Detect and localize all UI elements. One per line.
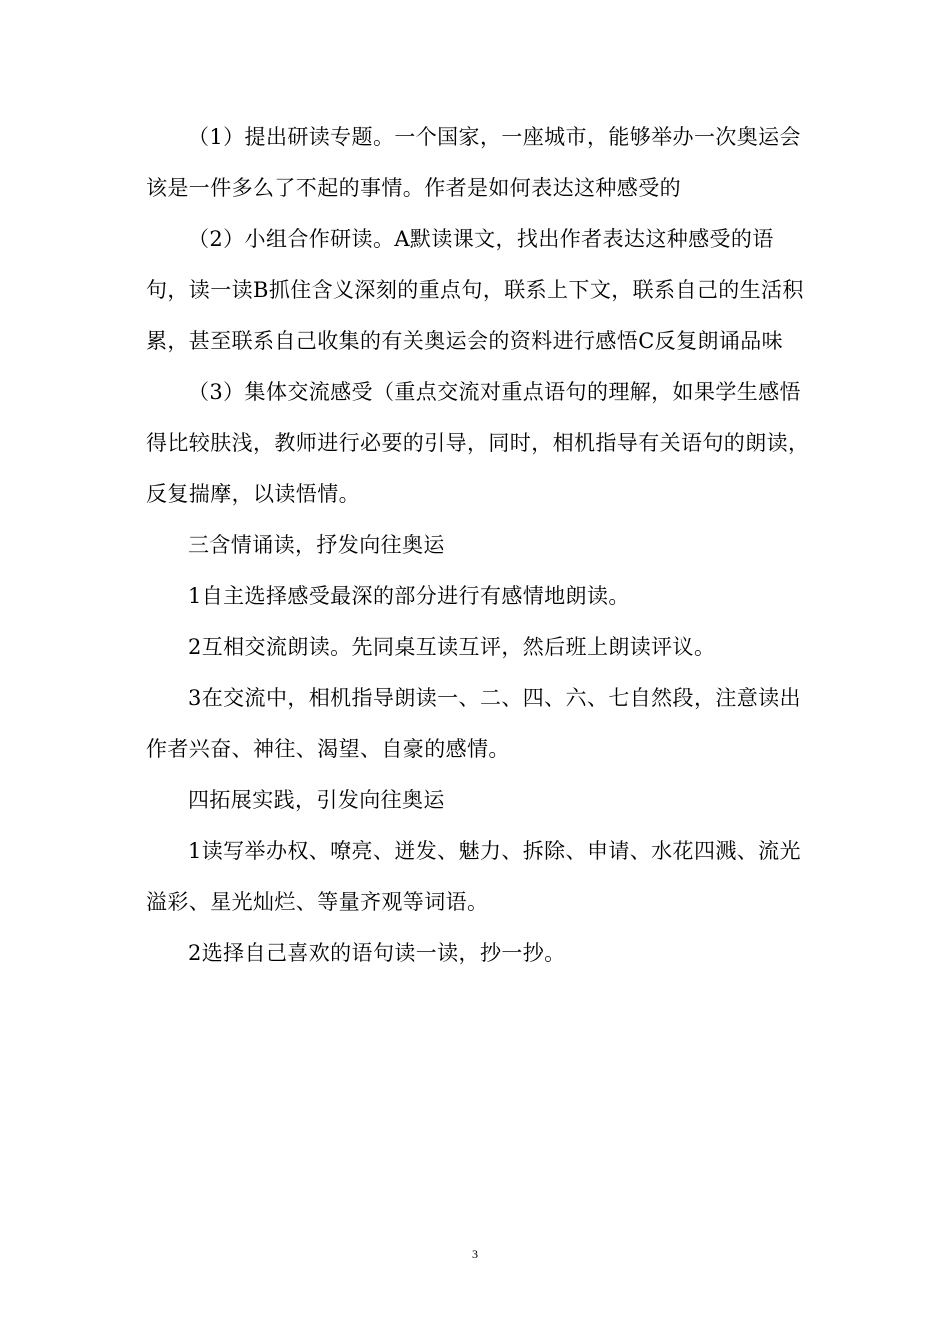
list-item-1: 1自主选择感受最深的部分进行有感情地朗读。 [188,584,630,608]
list-item-3: 3在交流中，相机指导朗读一、二、四、六、七自然段，注意读出作者兴奋、神往、渴望、自豪的感情。 [146,686,801,761]
list-item-5: 2选择自己喜欢的语句读一读，抄一抄。 [188,941,566,965]
section-heading-three: 三含情诵读，抒发向往奥运 [188,533,445,557]
list-item-2: 2互相交流朗读。先同桌互读互评，然后班上朗读评议。 [188,635,716,659]
paragraph-collective-exchange: （3）集体交流感受（重点交流对重点语句的理解，如果学生感悟得比较肤浅，教师进行必要的引导，同时，相机指导有关语句的朗读，反复揣摩，以读悟情。 [146,380,810,506]
paragraph-group-reading: （2）小组合作研读。A默读课文，找出作者表达这种感受的语句，读一读B抓住含义深刻的重点句，联系上下文，联系自己的生活积累，甚至联系自己收集的有关奥运会的资料进行感悟C反复朗诵品味 [146,227,804,353]
document-body [146,112,810,979]
list-item-4: 1读写举办权、嘹亮、迸发、魅力、拆除、申请、水花四溅、流光溢彩、星光灿烂、等量齐观等词语。 [146,839,801,914]
section-heading-four: 四拓展实践，引发向往奥运 [188,788,445,812]
paragraph-research-topic: （1）提出研读专题。一个国家，一座城市，能够举办一次奥运会该是一件多么了不起的事情。作者是如何表达这种感受的 [146,125,801,200]
page-number: 3 [472,1247,478,1261]
